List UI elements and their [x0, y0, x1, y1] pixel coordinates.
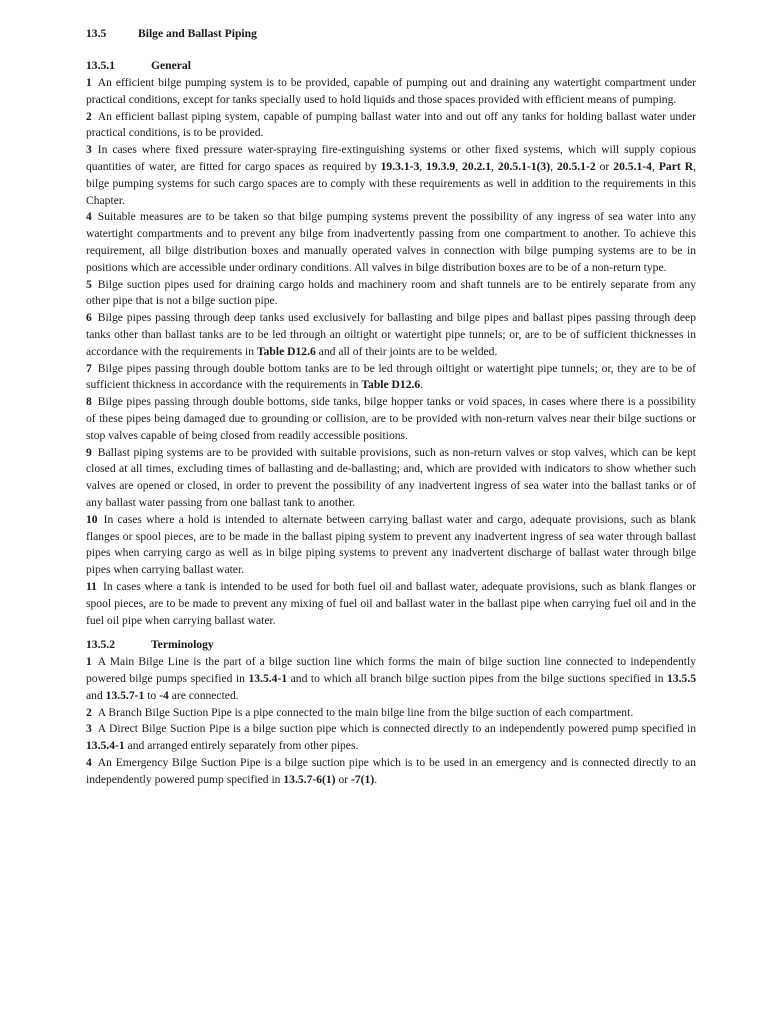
- reference-text: 13.5.7-6(1): [283, 772, 336, 786]
- paragraph-text: A Branch Bilge Suction Pipe is a pipe connected to the main bilge line from the bilge suction of each compartment.: [97, 705, 634, 719]
- paragraph: [86, 445, 696, 512]
- reference-text: Part R: [658, 159, 694, 173]
- paragraph-number: 1: [86, 655, 92, 669]
- paragraph-text: to: [144, 688, 160, 702]
- document-body: [86, 26, 696, 789]
- paragraph-number: 10: [86, 512, 98, 526]
- paragraph-number: 3: [86, 722, 92, 736]
- paragraph: [86, 705, 696, 722]
- paragraph: [86, 654, 696, 704]
- subsection-number: 13.5.2: [86, 638, 115, 652]
- paragraph-text: In cases where a tank is intended to be used for both fuel oil and ballast water, adequate provisions, such as blank flanges or spool pieces, are to be made to prevent any mixing of fuel oil and ballast water in the ballast pipe when carrying fuel oil and in the fuel oil pipe when carrying ballast water.: [86, 579, 696, 627]
- subsection-terminology: [86, 637, 696, 788]
- paragraph: [86, 755, 696, 789]
- subsection-general: [86, 58, 696, 629]
- paragraph: [86, 721, 696, 755]
- section-number: 13.5: [86, 27, 107, 40]
- paragraph-text: ,: [550, 159, 557, 173]
- paragraph-number: 2: [86, 109, 92, 123]
- subsection-title: Terminology: [151, 638, 214, 652]
- subsection-heading: [86, 637, 696, 654]
- paragraph-text: Suitable measures are to be taken so that bilge pumping systems prevent the possibility of any ingress of sea water into any watertight compartments and to prevent any bilge from inadvertently passing from one compartment to another. To achieve this requirement, all bilge distribution boxes and manually operated valves in connection with bilge pumping systems are to be in positions which are accessible under ordinary conditions. All valves in bilge distribution boxes are to be of a non-return type.: [86, 210, 696, 274]
- paragraph-text: A Direct Bilge Suction Pipe is a bilge suction pipe which is connected directly to an independently powered pump specified in: [97, 722, 696, 736]
- reference-text: 13.5.7-1: [105, 688, 145, 702]
- paragraph-text: An efficient ballast piping system, capable of pumping ballast water into and out off any tanks for holding ballast water under practical conditions, is to be provided.: [86, 109, 696, 140]
- paragraph-number: 11: [86, 579, 97, 593]
- paragraph-text: An efficient bilge pumping system is to be provided, capable of pumping out and draining any watertight compartment under practical conditions, except for tanks specially used to hold liquids and those spaces provided with efficient means of pumping.: [86, 76, 696, 106]
- paragraph-text: In cases where a hold is intended to alternate between carrying ballast water and cargo, adequate provisions, such as blank flanges or spool pieces, are to be made in the ballast piping system to prevent any inadvertent ingress of sea water through ballast pipes when carrying cargo as well as in bilge piping systems to prevent any inadvertent discharge of ballast water through bilge pipes when carrying ballast water.: [86, 512, 696, 577]
- section-title: Bilge and Ballast Piping: [138, 27, 257, 40]
- paragraph-text: .: [374, 772, 378, 786]
- paragraph-number: 9: [86, 445, 92, 459]
- paragraph-number: 1: [86, 76, 92, 89]
- paragraph-text: Bilge pipes passing through double bottom tanks are to be led through oiltight or watertight pipe tunnels; or, they are to be of sufficient thickness in accordance with the requirements in: [86, 361, 696, 392]
- paragraph: [86, 75, 696, 109]
- paragraph: [86, 512, 696, 579]
- paragraph: [86, 361, 696, 395]
- paragraph-number: 8: [86, 395, 92, 409]
- paragraph: [86, 109, 696, 143]
- subsection-title: General: [151, 59, 191, 72]
- paragraph: [86, 209, 696, 276]
- paragraph-text: and: [86, 688, 106, 702]
- paragraph-number: 4: [86, 210, 92, 224]
- paragraph-text: Bilge pipes passing through deep tanks used exclusively for ballasting and bilge pipes and ballast pipes passing through deep tanks other than ballast tanks are to be led through an oiltight or watertight pipe tunnels; or, are to be of sufficient thicknesses in accordance with the requirements in: [86, 311, 696, 358]
- paragraph-text: or: [595, 159, 614, 173]
- paragraph-text: , bilge pumping systems for such cargo spaces are to comply with these requirements as well in addition to the requirements in this Chapter.: [86, 159, 696, 207]
- paragraph-text: are connected.: [168, 688, 239, 702]
- paragraph-text: An Emergency Bilge Suction Pipe is a bilge suction pipe which is to be used in an emergency and is connected directly to an independently powered pump specified in: [86, 756, 696, 786]
- reference-text: 13.5.4-1: [248, 672, 288, 686]
- paragraph-text: .: [420, 378, 424, 392]
- paragraph-text: ,: [455, 159, 463, 173]
- paragraph: [86, 142, 696, 209]
- reference-text: 20.5.1-4: [613, 159, 652, 173]
- reference-text: -4: [159, 688, 169, 702]
- paragraph-text: ,: [651, 159, 659, 173]
- reference-text: Table D12.6: [361, 378, 421, 392]
- subsection-number: 13.5.1: [86, 59, 115, 72]
- paragraph-text: ,: [491, 159, 498, 173]
- paragraph: [86, 394, 696, 444]
- paragraph-text: or: [335, 772, 352, 786]
- reference-text: 13.5.5: [667, 672, 697, 686]
- paragraph-list: [86, 654, 696, 788]
- subsection-heading: [86, 58, 696, 75]
- paragraph: [86, 310, 696, 360]
- section-heading: [86, 26, 696, 43]
- reference-text: 20.5.1-1(3): [497, 159, 551, 173]
- reference-text: 20.5.1-2: [556, 159, 596, 173]
- reference-text: 19.3.1-3: [380, 159, 420, 173]
- paragraph-text: ,: [419, 159, 427, 173]
- paragraph-number: 2: [86, 705, 92, 719]
- paragraph-text: and arranged entirely separately from other pipes.: [124, 739, 359, 753]
- reference-text: 13.5.4-1: [86, 739, 125, 753]
- paragraph: [86, 277, 696, 311]
- paragraph-text: A Main Bilge Line is the part of a bilge suction line which forms the main of bilge suction line connected to independently powered bilge pumps specified in: [86, 655, 696, 686]
- paragraph-number: 4: [86, 756, 92, 770]
- paragraph-number: 6: [86, 311, 92, 325]
- reference-text: -7(1): [351, 772, 375, 786]
- reference-text: Table D12.6: [256, 344, 316, 358]
- paragraph-text: Ballast piping systems are to be provided with suitable provisions, such as non-return valves or stop valves, which can be kept closed at all times, excluding times of ballasting and de-ballasting; and, which are provided with indicators to show whether such valves are opened or closed, in order to prevent the possibility of any inadvertent ingress of sea water into the ballast tanks or of any ballast water passing from one ballast tank to another.: [86, 445, 696, 509]
- paragraph-text: and to which all branch bilge suction pipes from the bilge suctions specified in: [287, 672, 668, 686]
- paragraph-text: Bilge pipes passing through double bottoms, side tanks, bilge hopper tanks or void spaces, in cases where there is a possibility of these pipes being damaged due to grounding or collision, are to be provided with non-return valves near their bilge suctions or stop valves capable of being closed from readily accessible positions.: [86, 395, 696, 442]
- reference-text: 20.2.1: [462, 159, 492, 173]
- paragraph-number: 3: [86, 143, 92, 157]
- paragraph-list: [86, 75, 696, 629]
- paragraph-number: 5: [86, 277, 92, 291]
- paragraph-text: In cases where fixed pressure water-spraying fire-extinguishing systems or other fixed systems, which will supply copious quantities of water, are fitted for cargo spaces as required by: [86, 143, 696, 173]
- paragraph-text: and all of their joints are to be welded.: [315, 344, 498, 358]
- paragraph: [86, 579, 696, 629]
- paragraph-number: 7: [86, 361, 92, 375]
- reference-text: 19.3.9: [426, 159, 456, 173]
- paragraph-text: Bilge suction pipes used for draining cargo holds and machinery room and shaft tunnels are to be entirely separate from any other pipe that is not a bilge suction pipe.: [86, 277, 696, 308]
